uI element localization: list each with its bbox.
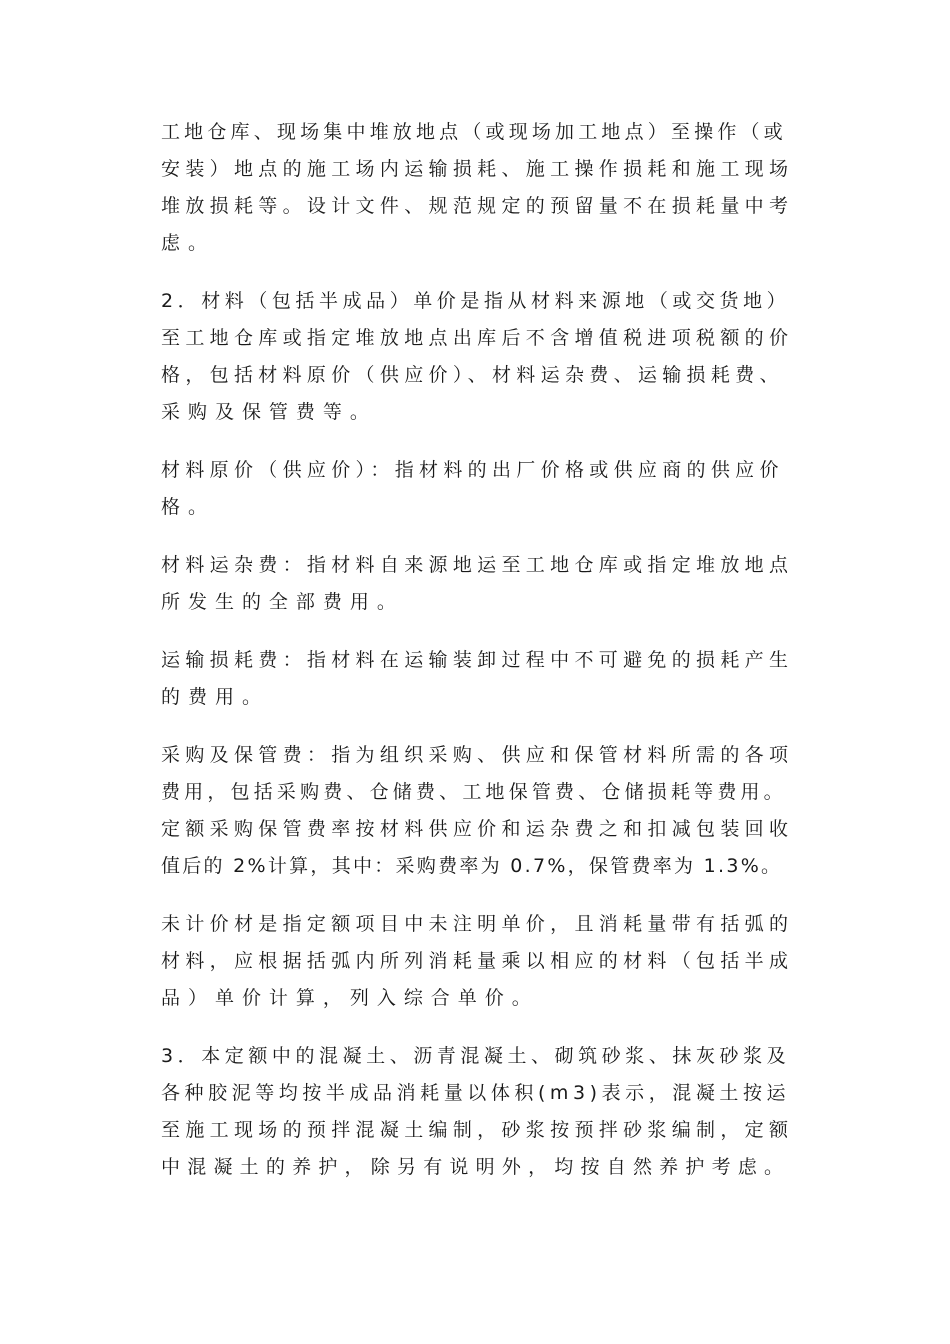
paragraph-concrete-mortar — [161, 1038, 793, 1186]
paragraph-material-unit-price — [161, 283, 793, 431]
paragraph-freight — [161, 547, 793, 621]
text-line: 安装）地点的施工场内运输损耗、施工操作损耗和施工现场 — [161, 158, 794, 180]
text-line: 材料运杂费：指材料自来源地运至工地仓库或指定堆放地点 — [161, 554, 794, 576]
text-line: 材料原价（供应价）：指材料的出厂价格或供应商的供应价 — [161, 459, 784, 481]
paragraph-original-price — [161, 452, 793, 526]
text-line: 各种胶泥等均按半成品消耗量以体积(m3)表示，混凝土按运 — [161, 1082, 791, 1104]
text-line: 3．本定额中的混凝土、沥青混凝土、砌筑砂浆、抹灰砂浆及 — [161, 1045, 791, 1067]
text-line: 格，包括材料原价（供应价）、材料运杂费、运输损耗费、 — [161, 364, 784, 386]
document-page — [161, 114, 793, 1207]
text-line: 堆放损耗等。设计文件、规范规定的预留量不在损耗量中考 — [161, 195, 794, 217]
text-line: 所发生的全部费用。 — [161, 591, 404, 613]
text-line: 运输损耗费：指材料在运输装卸过程中不可避免的损耗产生 — [161, 649, 794, 671]
text-line: 未计价材是指定额项目中未注明单价，且消耗量带有括弧的 — [161, 913, 794, 935]
text-line: 品）单价计算，列入综合单价。 — [161, 987, 539, 1009]
text-line: 材料，应根据括弧内所列消耗量乘以相应的材料（包括半成 — [161, 950, 794, 972]
paragraph-procurement-storage — [161, 737, 793, 885]
text-line: 定额采购保管费率按材料供应价和运杂费之和扣减包装回收 — [161, 818, 794, 840]
paragraph-loss-definition — [161, 114, 793, 262]
text-line: 2．材料（包括半成品）单价是指从材料来源地（或交货地） — [161, 290, 791, 312]
text-line: 至工地仓库或指定堆放地点出库后不含增值税进项税额的价 — [161, 327, 794, 349]
text-line: 费用，包括采购费、仓储费、工地保管费、仓储损耗等费用。 — [161, 781, 787, 803]
text-line: 值后的 2%计算，其中：采购费率为 0.7%，保管费率为 1.3%。 — [161, 855, 783, 877]
text-line: 至施工现场的预拌混凝土编制，砂浆按预拌砂浆编制，定额 — [161, 1119, 794, 1141]
text-line: 工地仓库、现场集中堆放地点（或现场加工地点）至操作（或 — [161, 121, 787, 143]
text-line: 中混凝土的养护，除另有说明外，均按自然养护考虑。 — [161, 1156, 791, 1178]
text-line: 的费用。 — [161, 686, 269, 708]
text-line: 采购及保管费等。 — [161, 401, 377, 423]
paragraph-transport-loss — [161, 642, 793, 716]
text-line: 格。 — [161, 496, 215, 518]
paragraph-unpriced-material — [161, 906, 793, 1017]
text-line: 虑。 — [161, 232, 215, 254]
text-line: 采购及保管费：指为组织采购、供应和保管材料所需的各项 — [161, 744, 794, 766]
